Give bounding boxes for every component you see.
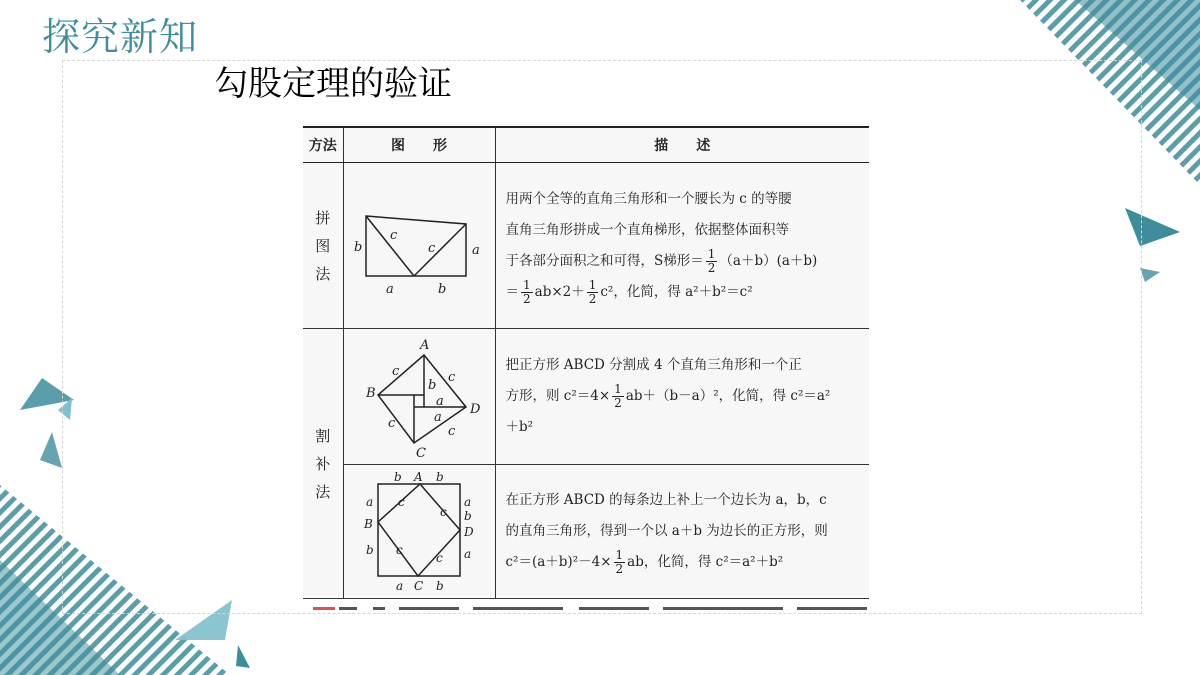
description-text: ab＋（b－a）²，化简，得 c²＝a²: [625, 388, 831, 404]
method-cell: [303, 329, 343, 599]
figure-cell: [343, 163, 495, 329]
figure-label: B: [364, 516, 373, 531]
description-text: ab，化简，得 c²＝a²＋b²: [627, 554, 784, 570]
figure-label: a: [436, 393, 444, 409]
method-char: 割: [315, 426, 331, 445]
method-char: 补: [315, 454, 331, 473]
description-line: [506, 277, 862, 308]
table-row: [303, 465, 869, 599]
figure-label: a: [472, 242, 480, 258]
fraction: [706, 248, 718, 275]
fraction-denominator: 2: [614, 396, 622, 410]
column-header-method: 方法: [303, 127, 343, 163]
proof-table: [303, 126, 869, 599]
description-line: 的直角三角形，得到一个以 a＋b 为边长的正方形，则: [505, 523, 828, 539]
method-char: 图: [315, 236, 331, 255]
figure-label: D: [470, 401, 481, 417]
figure-label: D: [464, 524, 474, 539]
figure-label: A: [420, 337, 430, 353]
description-line: [506, 381, 862, 412]
description-line: 在正方形 ABCD 的每条边上补上一个边长为 a，b，c: [505, 492, 827, 508]
description-line: 用两个全等的直角三角形和一个腰长为 c 的等腰: [505, 190, 792, 207]
square-complement-figure: [344, 470, 494, 594]
figure-label: C: [414, 578, 424, 593]
figure-label: c: [398, 494, 405, 509]
table-header-row: [303, 127, 869, 163]
figure-label: a: [464, 546, 472, 561]
table-row: [303, 163, 869, 329]
fraction: [614, 549, 626, 576]
fraction-denominator: 2: [615, 562, 624, 576]
fraction: [612, 383, 624, 410]
figure-label: c: [390, 227, 398, 243]
description-cell: [495, 163, 869, 329]
figure-label: c: [388, 415, 396, 431]
description-text: c²，化简，得 a²＋b²＝c²: [600, 283, 753, 300]
figure-label: b: [394, 469, 402, 484]
fraction: [587, 279, 599, 306]
figure-label: c: [448, 423, 456, 439]
description-line: [506, 547, 862, 578]
trapezoid-figure: [344, 196, 494, 296]
column-header-figure: 图 形: [343, 127, 495, 163]
figure-label: b: [436, 578, 444, 593]
figure-label: a: [464, 494, 472, 509]
figure-cell: [343, 465, 495, 599]
figure-label: B: [366, 385, 376, 401]
cropped-text-strip: [303, 601, 873, 615]
fraction-numerator: 1: [588, 277, 597, 292]
table-row: [303, 329, 869, 465]
description-text: （a＋b）(a＋b): [719, 252, 818, 269]
figure-label: b: [438, 281, 447, 296]
method-cell: [303, 163, 343, 329]
figure-label: c: [396, 542, 403, 557]
description-line: 把正方形 ABCD 分割成 4 个直角三角形和一个正: [505, 357, 802, 373]
figure-label: b: [354, 239, 363, 255]
description-line: 直角三角形拼成一个直角梯形，依据整体面积等: [505, 221, 789, 238]
method-char: 拼: [315, 208, 331, 227]
description-cell: [495, 329, 869, 465]
method-char: 法: [315, 482, 331, 501]
figure-label: b: [428, 377, 437, 393]
description-text: ab×2＋: [534, 283, 585, 300]
description-text: c²＝(a＋b)²－4×: [505, 554, 612, 570]
fraction: [521, 279, 533, 306]
description-text: ＝: [505, 283, 519, 300]
figure-label: a: [386, 281, 394, 296]
figure-label: c: [440, 504, 447, 519]
figure-label: a: [434, 409, 442, 425]
section-title: 探究新知: [42, 15, 199, 59]
figure-label: A: [414, 469, 423, 484]
figure-label: c: [436, 550, 443, 565]
fraction-denominator: 2: [588, 291, 597, 306]
fraction-denominator: 2: [707, 260, 716, 275]
fraction-numerator: 1: [614, 382, 622, 396]
figure-label: c: [392, 363, 400, 379]
figure-label: b: [366, 542, 374, 557]
description-line: [506, 246, 862, 277]
fraction-denominator: 2: [523, 291, 531, 306]
figure-label: a: [366, 494, 374, 509]
figure-label: C: [416, 445, 426, 459]
description-text: 方形，则 c²＝4×: [505, 388, 611, 404]
description-line: ＋b²: [505, 419, 534, 435]
figure-label: b: [436, 469, 444, 484]
page-title: 勾股定理的验证: [214, 64, 452, 104]
description-text: 于各部分面积之和可得，S梯形＝: [505, 252, 704, 269]
fraction-numerator: 1: [615, 548, 624, 562]
figure-label: b: [464, 508, 472, 523]
figure-label: c: [428, 240, 436, 256]
figure-label: c: [448, 369, 456, 385]
fraction-numerator: 1: [523, 277, 531, 292]
figure-cell: [343, 329, 495, 465]
fraction-numerator: 1: [707, 246, 716, 261]
figure-label: a: [396, 578, 404, 593]
method-char: 法: [315, 264, 331, 283]
proof-table-image: [303, 126, 869, 596]
description-cell: [495, 465, 869, 599]
square-split-figure: [344, 335, 494, 459]
column-header-description: 描 述: [495, 127, 869, 163]
